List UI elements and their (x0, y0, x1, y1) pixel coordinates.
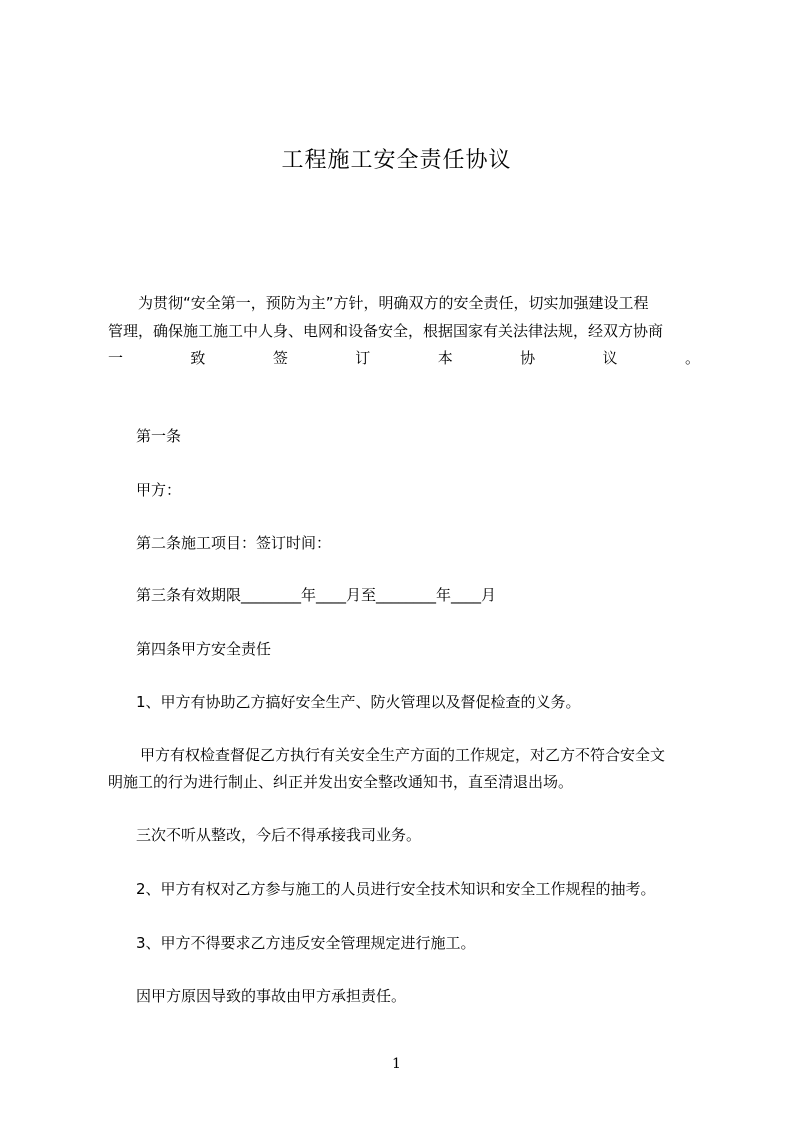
clause-1-detail-line-2: 明施工的行为进行制止、纠正并发出安全整改通知书，直至清退出场。 (108, 773, 574, 791)
clause-1-warning: 三次不听从整改，今后不得承接我司业务。 (136, 826, 422, 844)
article-2: 第二条施工项目：签订时间： (136, 534, 332, 552)
document-title: 工程施工安全责任协议 (281, 148, 512, 173)
clause-1-detail-line-1: 甲方有权检查督促乙方执行有关安全生产方面的工作规定，对乙方不符合安全文 (140, 746, 666, 764)
intro-char: 一 (108, 349, 124, 367)
intro-char: 协 (520, 349, 536, 367)
intro-char: 。 (684, 349, 700, 367)
intro-char: 议 (602, 349, 618, 367)
clause-2: 2、甲方有权对乙方参与施工的人员进行安全技术知识和安全工作规程的抽考。 (136, 880, 656, 898)
clause-3-liability: 因甲方原因导致的事故由甲方承担责任。 (136, 987, 407, 1005)
intro-line-1: 为贯彻“安全第一，预防为主”方针，明确双方的安全责任，切实加强建设工程 (138, 294, 649, 312)
intro-line-2: 管理，确保施工施工中人身、电网和设备安全，根据国家有关法律法规，经双方协商 (108, 322, 664, 340)
article-4-heading: 第四条甲方安全责任 (136, 640, 272, 658)
intro-char: 本 (437, 349, 453, 367)
intro-char: 签 (272, 349, 288, 367)
intro-char: 订 (355, 349, 371, 367)
article-1: 第一条 (136, 427, 182, 445)
party-a: 甲方： (136, 481, 182, 499)
intro-char: 致 (190, 349, 206, 367)
clause-3: 3、甲方不得要求乙方违反安全管理规定进行施工。 (136, 934, 476, 952)
intro-line-3 (108, 347, 700, 368)
article-3: 第三条有效期限________年____月至________年____月 (136, 586, 497, 604)
clause-1: 1、甲方有协助乙方搞好安全生产、防火管理以及督促检查的义务。 (136, 693, 581, 711)
page-number: 1 (392, 1056, 401, 1072)
